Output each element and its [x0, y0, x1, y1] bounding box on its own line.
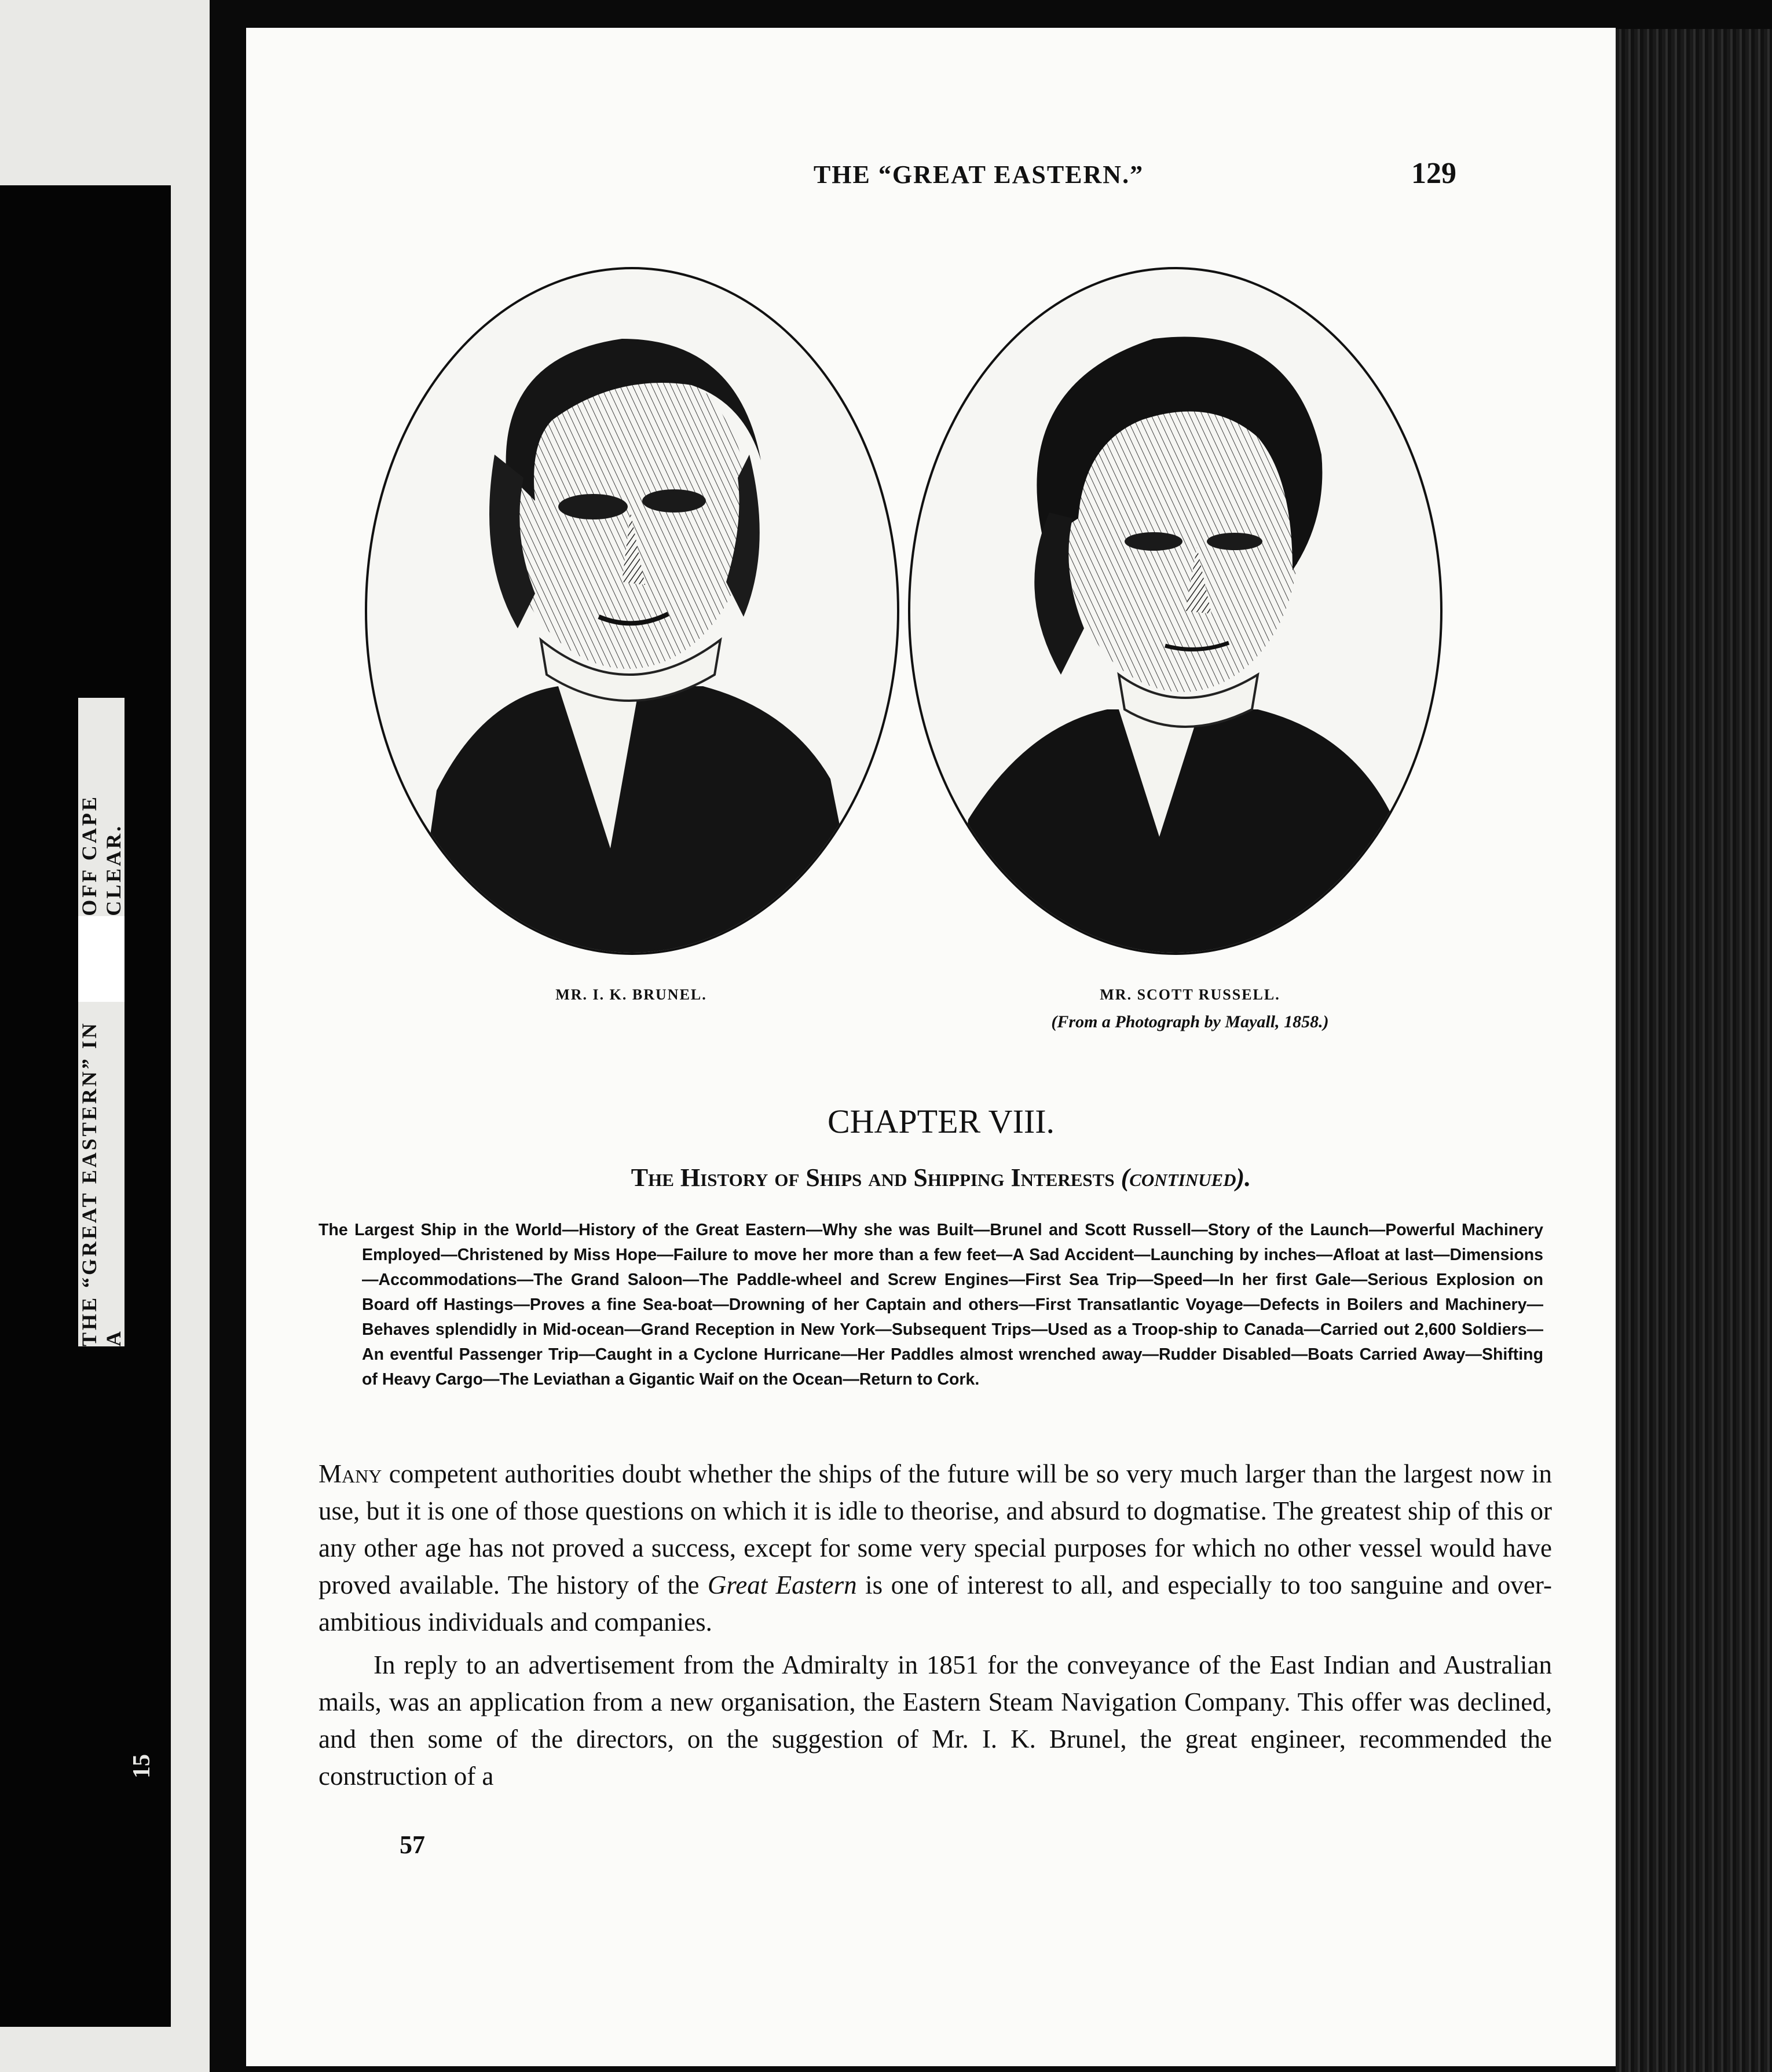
chapter-subtitle-main: The History of Ships and Shipping Interests — [631, 1163, 1115, 1192]
paragraph-1 — [318, 1455, 1552, 1641]
chapter-summary-text: The Largest Ship in the World—History of the Great Eastern—Why she was Built—Brunel and Scott Russell—Story of the Launch—Powerful Machinery Employed—Christened by Miss Hope—Failure to move her more than a few feet—A Sad Accident—Launching by inches—Afloat at last—Dimensions—Accommodations—The Grand Saloon—The Paddle-wheel and Screw Engines—First Sea Trip—Speed—In her first Gale—Serious Explosion on Board off Hastings—Proves a fine Sea-boat—Drowning of her Captain and others—First Transatlantic Voyage—Defects in Boilers and Machinery—Behaves splendidly in Mid-ocean—Grand Reception in New York—Subsequent Trips—Used as a Troop-ship to Canada—Carried out 2,600 Soldiers—An eventful Passenger Trip—Caught in a Cyclone Hurricane—Her Paddles almost wrenched away—Rudder Disabled—Boats Carried Away—Shifting of Heavy Cargo—The Leviathan a Gigantic Waif on the Ocean—Return to Cork. — [318, 1221, 1543, 1389]
caption-brunel: MR. I. K. BRUNEL. — [555, 986, 707, 1003]
caption-scott-russell: MR. SCOTT RUSSELL. — [1100, 986, 1280, 1003]
portrait-engraving-left — [367, 269, 897, 953]
running-header: THE “GREAT EASTERN.” — [813, 160, 1144, 189]
paragraph-1-end: is one of interest to all, and especially to too sanguine and over-ambitious individuals and companies. — [318, 1571, 1552, 1637]
chapter-summary — [318, 1218, 1543, 1392]
portrait-brunel — [365, 267, 899, 955]
signature-mark: 57 — [400, 1831, 425, 1859]
plate-caption-left: THE “GREAT EASTERN” IN A — [78, 1021, 125, 1346]
chapter-subtitle — [449, 1163, 1433, 1192]
portrait-engraving-right — [910, 269, 1440, 953]
plate-caption-gap — [78, 916, 125, 1002]
paragraph-1-lead: Many — [318, 1459, 382, 1488]
chapter-subtitle-continued: (continued). — [1121, 1163, 1251, 1192]
book-page — [246, 28, 1616, 2066]
paragraph-1-ship-name: Great Eastern — [707, 1571, 857, 1599]
chapter-title: CHAPTER VIII. — [827, 1103, 1055, 1140]
photo-credit: (From a Photograph by Mayall, 1858.) — [1051, 1012, 1329, 1031]
portrait-scott-russell — [908, 267, 1443, 955]
body-text — [318, 1455, 1552, 1795]
paragraph-2: In reply to an advertisement from the Admiralty in 1851 for the conveyance of the East Indian and Australian mails, was an application from a new organisation, the Eastern Steam Navigation Company. This offer was declined, and then some of the directors, on the suggestion of Mr. I. K. Brunel, the great engineer, recommended the construction of a — [318, 1650, 1552, 1791]
paragraph-1-text: competent authorities doubt whether the ships of the future will be so very much larger than the largest now in use, but it is one of those questions on which it is idle to theorise, and absurd to dogmatise. The greatest ship of this or any other age has not proved a success, except for some very special purposes for which no other vessel would have proved available. The history of the — [318, 1459, 1552, 1599]
page-stack-edge — [1616, 29, 1772, 2072]
plate-caption-right: OFF CAPE CLEAR. — [78, 795, 125, 916]
page-number: 129 — [1411, 157, 1456, 190]
plate-number: 15 — [129, 1754, 155, 1778]
plate-side-caption — [78, 698, 125, 1346]
